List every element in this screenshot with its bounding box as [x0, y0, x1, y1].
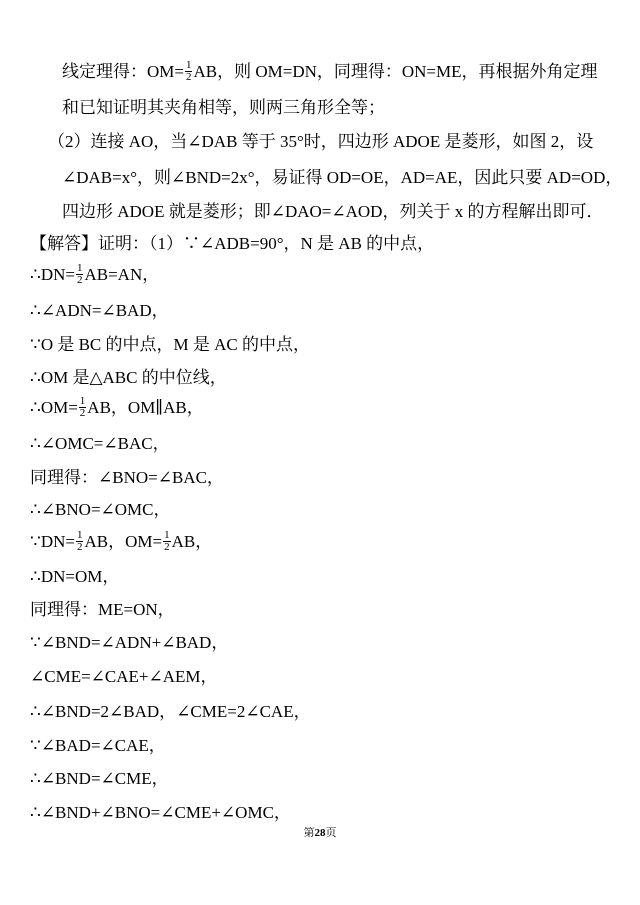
solution-line-12: 同理得：ME=ON， — [30, 600, 175, 619]
denominator: 2 — [185, 70, 192, 83]
text: AB， — [171, 532, 213, 551]
text: 线定理得：OM= — [62, 62, 184, 81]
analysis-line-3: （2）连接 AO，当∠DAB 等于 35°时，四边形 ADOE 是菱形，如图 2，设 — [48, 132, 594, 151]
solution-line-1: 【解答】证明：（1）∵∠ADB=90°，N 是 AB 的中点， — [30, 234, 435, 253]
solution-line-2 — [30, 263, 612, 288]
numerator: 1 — [76, 261, 83, 274]
solution-line-4: ∵O 是 BC 的中点，M 是 AC 的中点， — [30, 335, 311, 354]
solution-line-10 — [30, 530, 612, 555]
numerator: 1 — [76, 528, 83, 541]
solution-line-3: ∴∠ADN=∠BAD， — [30, 301, 169, 320]
numerator: 1 — [185, 58, 192, 71]
solution-line-9: ∴∠BNO=∠OMC， — [30, 500, 171, 519]
denominator: 2 — [164, 540, 170, 553]
fraction — [163, 530, 171, 553]
solution-line-17: ∴∠BND=∠CME， — [30, 769, 169, 788]
fraction — [76, 530, 84, 553]
page-number-prefix: 第 — [303, 827, 315, 839]
denominator: 2 — [76, 273, 83, 286]
solution-line-14: ∠CME=∠CAE+∠AEM， — [30, 667, 218, 686]
text: AB，则 OM=DN，同理得：ON=ME，再根据外角定理 — [193, 62, 598, 81]
page-number-suffix: 页 — [325, 827, 337, 839]
solution-line-11: ∴DN=OM， — [30, 567, 120, 586]
solution-line-8: 同理得：∠BNO=∠BAC， — [30, 468, 224, 487]
text: ∴DN= — [30, 265, 75, 284]
solution-line-16: ∵∠BAD=∠CAE， — [30, 736, 166, 755]
text: AB，OM= — [84, 532, 163, 551]
solution-line-5: ∴OM 是△ABC 的中位线， — [30, 368, 227, 387]
text: ∴OM= — [30, 398, 78, 417]
numerator: 1 — [164, 528, 170, 541]
page-number — [0, 826, 640, 840]
solution-line-7: ∴∠OMC=∠BAC， — [30, 434, 170, 453]
solution-line-18: ∴∠BND+∠BNO=∠CME+∠OMC， — [30, 803, 291, 822]
text: AB，OM∥AB， — [87, 398, 204, 417]
solution-line-6 — [30, 396, 612, 421]
solution-line-13: ∵∠BND=∠ADN+∠BAD， — [30, 633, 229, 652]
fraction — [76, 263, 84, 286]
fraction — [79, 396, 87, 419]
text: AB=AN， — [84, 265, 160, 284]
fraction — [185, 60, 193, 83]
analysis-line-2: 和已知证明其夹角相等，则两三角形全等； — [62, 98, 385, 117]
solution-line-15: ∴∠BND=2∠BAD，∠CME=2∠CAE， — [30, 702, 311, 721]
analysis-line-4: ∠DAB=x°，则∠BND=2x°，易证得 OD=OE，AD=AE，因此只要 AD=OD， — [62, 168, 623, 187]
analysis-line-5: 四边形 ADOE 就是菱形；即∠DAO=∠AOD，列关于 x 的方程解出即可． — [62, 202, 604, 221]
numerator: 1 — [79, 394, 86, 407]
denominator: 2 — [76, 540, 83, 553]
denominator: 2 — [79, 406, 86, 419]
analysis-line-1 — [62, 60, 612, 85]
page-number-value: 28 — [314, 827, 326, 839]
text: ∵DN= — [30, 532, 75, 551]
